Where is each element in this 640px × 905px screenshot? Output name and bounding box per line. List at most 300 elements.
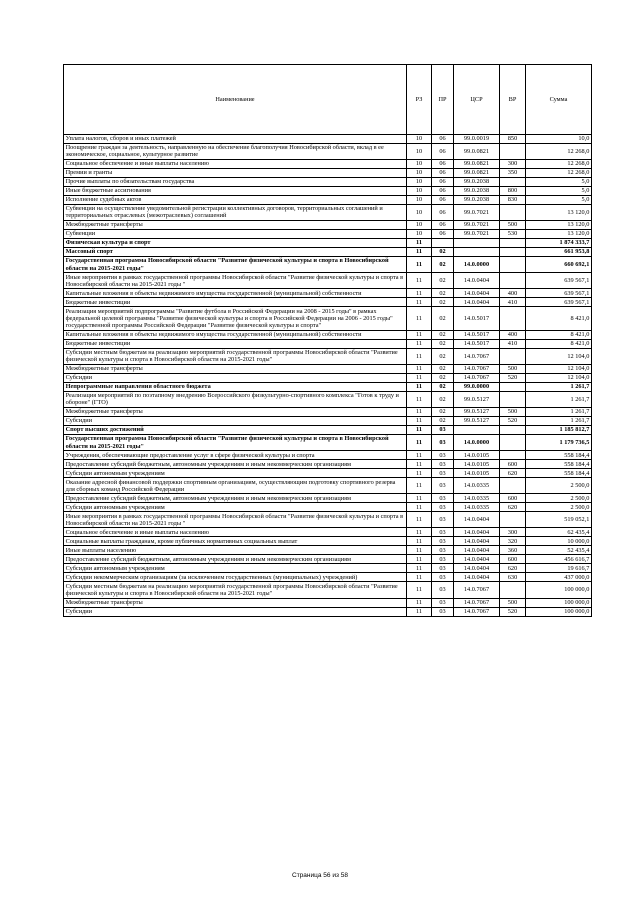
cell-csr: 99.0.0821: [454, 168, 500, 177]
table-row: [64, 348, 592, 364]
cell-pr: 03: [432, 582, 454, 598]
cell-csr: 14.0.7067: [454, 607, 500, 616]
cell-vr: 500: [500, 221, 526, 230]
cell-name: Прочие выплаты по обязательствам государства: [64, 177, 407, 186]
table-row: [64, 451, 592, 460]
cell-name: Субсидии местным бюджетам на реализацию мероприятий государственной программы Новосибирской области "Развитие физической культуры и спорта в Новосибирской области на 2015-2021 годы": [64, 582, 407, 598]
cell-pr: 03: [432, 546, 454, 555]
cell-pr: 06: [432, 143, 454, 159]
cell-vr: 410: [500, 298, 526, 307]
table-row: [64, 512, 592, 528]
cell-csr: 99.0.2038: [454, 177, 500, 186]
cell-vr: 500: [500, 408, 526, 417]
cell-rz: 11: [407, 451, 432, 460]
cell-rz: 10: [407, 230, 432, 239]
cell-sum: 52 435,4: [526, 546, 592, 555]
cell-rz: 11: [407, 239, 432, 248]
cell-sum: 12 268,0: [526, 143, 592, 159]
cell-name: Спорт высших достижений: [64, 426, 407, 435]
cell-pr: 03: [432, 478, 454, 494]
table-row: [64, 239, 592, 248]
cell-pr: 03: [432, 607, 454, 616]
cell-vr: [500, 177, 526, 186]
cell-name: Массовый спорт: [64, 248, 407, 257]
table-row: [64, 564, 592, 573]
cell-rz: 10: [407, 204, 432, 220]
cell-vr: 800: [500, 186, 526, 195]
cell-sum: 2 500,0: [526, 478, 592, 494]
table-row: [64, 186, 592, 195]
cell-name: Учреждения, обеспечивающие предоставление услуг в сфере физической культуры и спорта: [64, 451, 407, 460]
cell-vr: [500, 204, 526, 220]
cell-rz: 10: [407, 221, 432, 230]
cell-name: Иные выплаты населению: [64, 546, 407, 555]
cell-name: Субвенции: [64, 230, 407, 239]
header-sum: Сумма: [526, 65, 592, 135]
cell-sum: 1 874 333,7: [526, 239, 592, 248]
cell-vr: 630: [500, 573, 526, 582]
table-row: [64, 339, 592, 348]
cell-name: Уплата налогов, сборов и иных платежей: [64, 134, 407, 143]
cell-csr: 14.0.7067: [454, 348, 500, 364]
cell-pr: 03: [432, 573, 454, 582]
cell-rz: 11: [407, 460, 432, 469]
cell-csr: 99.0.7021: [454, 230, 500, 239]
cell-pr: 03: [432, 434, 454, 450]
cell-pr: 06: [432, 221, 454, 230]
cell-csr: 14.0.0335: [454, 478, 500, 494]
cell-rz: 11: [407, 417, 432, 426]
cell-csr: 14.0.0404: [454, 573, 500, 582]
cell-name: Субсидии: [64, 607, 407, 616]
cell-csr: 14.0.0335: [454, 503, 500, 512]
cell-rz: 11: [407, 248, 432, 257]
cell-name: Бюджетные инвестиции: [64, 298, 407, 307]
cell-vr: 530: [500, 230, 526, 239]
cell-vr: [500, 273, 526, 289]
cell-name: Реализация мероприятий подпрограммы "Развитие футбола в Российской Федерации на 2008 - 2015 годы" в рамках федеральной целевой программы "Развитие физической культуры и спорта в Российской Федерации на 2006 - 2015 годы" государственной программы Российской Федерации "Развитие физической культуры и спорта": [64, 307, 407, 330]
cell-pr: 06: [432, 204, 454, 220]
cell-name: Субсидии некоммерческим организациям (за исключением государственных (муниципальных) учреждений): [64, 573, 407, 582]
cell-name: Предоставление субсидий бюджетным, автономным учреждениям и иным некоммерческим организациям: [64, 460, 407, 469]
cell-name: Субвенции на осуществление уведомительной регистрации коллективных договоров, территориальных соглашений и территориальных отраслевых (межотраслевых) соглашений: [64, 204, 407, 220]
cell-sum: 100 000,0: [526, 598, 592, 607]
cell-rz: 11: [407, 257, 432, 273]
cell-sum: 12 104,0: [526, 364, 592, 373]
table-row: [64, 273, 592, 289]
cell-sum: 100 000,0: [526, 582, 592, 598]
cell-vr: 300: [500, 528, 526, 537]
cell-name: Исполнение судебных актов: [64, 195, 407, 204]
cell-sum: 437 000,0: [526, 573, 592, 582]
cell-name: Социальное обеспечение и иные выплаты населению: [64, 159, 407, 168]
cell-name: Государственная программа Новосибирской области "Развитие физической культуры и спорта в Новосибирской области на 2015-2021 годы": [64, 434, 407, 450]
cell-rz: 11: [407, 537, 432, 546]
cell-rz: 11: [407, 330, 432, 339]
table-row: [64, 373, 592, 382]
cell-sum: 2 500,0: [526, 494, 592, 503]
cell-pr: 03: [432, 426, 454, 435]
header-pr: ПР: [432, 65, 454, 135]
cell-sum: 639 567,1: [526, 289, 592, 298]
cell-rz: 11: [407, 307, 432, 330]
cell-pr: 02: [432, 330, 454, 339]
cell-pr: 06: [432, 159, 454, 168]
cell-rz: 11: [407, 528, 432, 537]
cell-sum: 639 567,1: [526, 273, 592, 289]
cell-name: Капитальные вложения в объекты недвижимого имущества государственной (муниципальной) собственности: [64, 289, 407, 298]
table-header-row: [64, 65, 592, 135]
cell-csr: 14.0.0404: [454, 537, 500, 546]
cell-name: Иные мероприятия в рамках государственной программы Новосибирской области "Развитие физической культуры и спорта в Новосибирской области на 2015-2021 годы ": [64, 512, 407, 528]
cell-rz: 11: [407, 339, 432, 348]
cell-vr: 400: [500, 330, 526, 339]
cell-csr: 99.0.5127: [454, 417, 500, 426]
cell-name: Премии и гранты: [64, 168, 407, 177]
cell-name: Субсидии автономным учреждениям: [64, 564, 407, 573]
cell-csr: 99.0.7021: [454, 204, 500, 220]
cell-pr: 06: [432, 195, 454, 204]
cell-csr: 14.0.0000: [454, 434, 500, 450]
cell-name: Субсидии местным бюджетам на реализацию мероприятий государственной программы Новосибирской области "Развитие физической культуры и спорта в Новосибирской области на 2015-2021 годы": [64, 348, 407, 364]
cell-pr: 02: [432, 417, 454, 426]
table-row: [64, 546, 592, 555]
cell-name: Социальное обеспечение и иные выплаты населению: [64, 528, 407, 537]
table-row: [64, 582, 592, 598]
cell-rz: 10: [407, 159, 432, 168]
cell-rz: 11: [407, 298, 432, 307]
cell-pr: 02: [432, 298, 454, 307]
cell-rz: 11: [407, 582, 432, 598]
cell-vr: [500, 257, 526, 273]
cell-pr: 03: [432, 503, 454, 512]
cell-vr: [500, 348, 526, 364]
cell-vr: [500, 426, 526, 435]
cell-sum: 8 421,0: [526, 330, 592, 339]
cell-pr: 02: [432, 307, 454, 330]
cell-csr: 14.0.7067: [454, 582, 500, 598]
cell-vr: [500, 382, 526, 391]
cell-name: Иные мероприятия в рамках государственной программы Новосибирской области "Развитие физической культуры и спорта в Новосибирской области на 2015-2021 годы ": [64, 273, 407, 289]
cell-sum: 660 692,1: [526, 257, 592, 273]
cell-name: Межбюджетные трансферты: [64, 221, 407, 230]
cell-pr: 03: [432, 451, 454, 460]
cell-csr: [454, 248, 500, 257]
table-row: [64, 598, 592, 607]
cell-sum: 1 261,7: [526, 391, 592, 407]
cell-rz: 11: [407, 478, 432, 494]
table-row: [64, 460, 592, 469]
cell-vr: 500: [500, 364, 526, 373]
cell-sum: 5,0: [526, 195, 592, 204]
cell-sum: 12 268,0: [526, 168, 592, 177]
cell-sum: 456 616,7: [526, 555, 592, 564]
cell-sum: 1 261,7: [526, 408, 592, 417]
cell-csr: 99.0.5127: [454, 408, 500, 417]
cell-sum: 13 120,0: [526, 204, 592, 220]
cell-vr: 850: [500, 134, 526, 143]
cell-pr: 06: [432, 134, 454, 143]
table-row: [64, 364, 592, 373]
table-row: [64, 408, 592, 417]
cell-sum: 558 184,4: [526, 460, 592, 469]
cell-csr: 99.0.2038: [454, 195, 500, 204]
cell-name: Иные бюджетные ассигнования: [64, 186, 407, 195]
cell-vr: 410: [500, 339, 526, 348]
budget-table: [63, 64, 592, 617]
cell-csr: 14.0.0404: [454, 512, 500, 528]
table-row: [64, 230, 592, 239]
cell-vr: [500, 248, 526, 257]
cell-csr: 99.0.0821: [454, 159, 500, 168]
cell-rz: 11: [407, 348, 432, 364]
cell-sum: 558 184,4: [526, 451, 592, 460]
cell-pr: 02: [432, 373, 454, 382]
cell-csr: 14.0.0105: [454, 460, 500, 469]
cell-vr: 600: [500, 555, 526, 564]
cell-vr: 520: [500, 607, 526, 616]
cell-csr: 14.0.0335: [454, 494, 500, 503]
table-row: [64, 289, 592, 298]
cell-pr: 02: [432, 408, 454, 417]
cell-rz: 11: [407, 607, 432, 616]
table-row: [64, 134, 592, 143]
cell-csr: 14.0.0404: [454, 289, 500, 298]
cell-sum: 1 261,7: [526, 417, 592, 426]
cell-pr: 03: [432, 598, 454, 607]
cell-name: Государственная программа Новосибирской области "Развитие физической культуры и спорта в Новосибирской области на 2015-2021 годы": [64, 257, 407, 273]
cell-csr: 14.0.0404: [454, 564, 500, 573]
cell-csr: 14.0.0404: [454, 555, 500, 564]
cell-rz: 11: [407, 391, 432, 407]
cell-name: Социальные выплаты гражданам, кроме публичных нормативных социальных выплат: [64, 537, 407, 546]
table-row: [64, 168, 592, 177]
cell-csr: 99.0.7021: [454, 221, 500, 230]
cell-rz: 11: [407, 408, 432, 417]
cell-name: Межбюджетные трансферты: [64, 408, 407, 417]
cell-sum: 12 104,0: [526, 348, 592, 364]
cell-vr: 520: [500, 417, 526, 426]
cell-pr: 03: [432, 528, 454, 537]
cell-rz: 11: [407, 382, 432, 391]
cell-pr: 06: [432, 186, 454, 195]
cell-rz: 11: [407, 598, 432, 607]
cell-vr: [500, 434, 526, 450]
table-row: [64, 159, 592, 168]
cell-vr: 400: [500, 289, 526, 298]
cell-csr: 14.0.0404: [454, 528, 500, 537]
cell-sum: 661 953,8: [526, 248, 592, 257]
table-row: [64, 573, 592, 582]
table-row: [64, 143, 592, 159]
cell-csr: 14.0.0404: [454, 546, 500, 555]
cell-rz: 11: [407, 289, 432, 298]
cell-pr: 02: [432, 364, 454, 373]
cell-vr: 520: [500, 373, 526, 382]
cell-name: Субсидии автономным учреждениям: [64, 503, 407, 512]
cell-pr: 06: [432, 177, 454, 186]
cell-rz: 11: [407, 573, 432, 582]
cell-sum: 519 052,1: [526, 512, 592, 528]
cell-name: Оказание адресной финансовой поддержки спортивным организациям, осуществляющим подготовку спортивного резерва для сборных команд Российской Федерации: [64, 478, 407, 494]
cell-vr: [500, 391, 526, 407]
cell-vr: 830: [500, 195, 526, 204]
cell-pr: 06: [432, 230, 454, 239]
cell-sum: 5,0: [526, 177, 592, 186]
table-row: [64, 503, 592, 512]
cell-name: Бюджетные инвестиции: [64, 339, 407, 348]
cell-vr: 350: [500, 168, 526, 177]
cell-rz: 11: [407, 512, 432, 528]
cell-rz: 11: [407, 373, 432, 382]
table-row: [64, 257, 592, 273]
cell-pr: 02: [432, 382, 454, 391]
cell-rz: 11: [407, 494, 432, 503]
cell-name: Реализация мероприятий по поэтапному внедрению Всероссийского физкультурно-спортивного комплекса "Готов к труду и обороне" (ГТО): [64, 391, 407, 407]
table-row: [64, 382, 592, 391]
cell-csr: 99.0.2038: [454, 186, 500, 195]
cell-name: Межбюджетные трансферты: [64, 364, 407, 373]
cell-csr: 99.0.0000: [454, 382, 500, 391]
cell-rz: 11: [407, 555, 432, 564]
cell-sum: 1 179 736,5: [526, 434, 592, 450]
table-row: [64, 248, 592, 257]
header-csr: ЦСР: [454, 65, 500, 135]
cell-rz: 10: [407, 177, 432, 186]
cell-rz: 11: [407, 364, 432, 373]
cell-rz: 11: [407, 426, 432, 435]
cell-sum: 1 185 812,7: [526, 426, 592, 435]
cell-csr: 99.0.5127: [454, 391, 500, 407]
table-row: [64, 528, 592, 537]
table-row: [64, 426, 592, 435]
cell-vr: 620: [500, 469, 526, 478]
cell-csr: 99.0.0019: [454, 134, 500, 143]
cell-vr: 500: [500, 598, 526, 607]
table-row: [64, 417, 592, 426]
cell-name: Непрограммные направления областного бюджета: [64, 382, 407, 391]
cell-sum: 639 567,1: [526, 298, 592, 307]
table-row: [64, 307, 592, 330]
cell-rz: 10: [407, 134, 432, 143]
cell-csr: 99.0.0821: [454, 143, 500, 159]
cell-name: Капитальные вложения в объекты недвижимого имущества государственной (муниципальной) собственности: [64, 330, 407, 339]
cell-csr: [454, 426, 500, 435]
cell-pr: 03: [432, 555, 454, 564]
page-number: Страница 56 из 58: [292, 872, 348, 879]
cell-rz: 10: [407, 195, 432, 204]
cell-vr: [500, 239, 526, 248]
cell-sum: 2 500,0: [526, 503, 592, 512]
cell-name: Межбюджетные трансферты: [64, 598, 407, 607]
cell-vr: [500, 307, 526, 330]
cell-csr: 14.0.7067: [454, 598, 500, 607]
cell-sum: 1 261,7: [526, 382, 592, 391]
cell-sum: 558 184,4: [526, 469, 592, 478]
table-row: [64, 607, 592, 616]
cell-sum: 13 120,0: [526, 230, 592, 239]
table-row: [64, 478, 592, 494]
cell-pr: 03: [432, 564, 454, 573]
cell-sum: 100 000,0: [526, 607, 592, 616]
cell-pr: 02: [432, 257, 454, 273]
cell-sum: 62 435,4: [526, 528, 592, 537]
cell-vr: 620: [500, 503, 526, 512]
cell-pr: 03: [432, 469, 454, 478]
cell-rz: 11: [407, 564, 432, 573]
cell-csr: 14.0.0105: [454, 451, 500, 460]
cell-pr: 03: [432, 512, 454, 528]
cell-vr: [500, 512, 526, 528]
cell-vr: [500, 582, 526, 598]
cell-name: Физическая культура и спорт: [64, 239, 407, 248]
cell-csr: 14.0.5017: [454, 330, 500, 339]
table-row: [64, 204, 592, 220]
cell-pr: 06: [432, 168, 454, 177]
cell-csr: 14.0.5017: [454, 307, 500, 330]
cell-vr: 600: [500, 460, 526, 469]
cell-pr: 02: [432, 339, 454, 348]
cell-sum: 10,0: [526, 134, 592, 143]
cell-sum: 5,0: [526, 186, 592, 195]
cell-rz: 11: [407, 546, 432, 555]
table-row: [64, 298, 592, 307]
table-row: [64, 469, 592, 478]
cell-rz: 11: [407, 503, 432, 512]
cell-rz: 11: [407, 273, 432, 289]
table-row: [64, 434, 592, 450]
cell-pr: 03: [432, 460, 454, 469]
cell-vr: [500, 143, 526, 159]
table-row: [64, 494, 592, 503]
table-row: [64, 330, 592, 339]
cell-csr: 14.0.5017: [454, 339, 500, 348]
cell-name: Предоставление субсидий бюджетным, автономным учреждениям и иным некоммерческим организациям: [64, 555, 407, 564]
cell-pr: 02: [432, 273, 454, 289]
cell-pr: 02: [432, 348, 454, 364]
cell-name: Поощрение граждан за деятельность, направленную на обеспечение благополучия Новосибирской области, вклад в ее экономическое, социальное, культурное развитие: [64, 143, 407, 159]
cell-pr: 02: [432, 289, 454, 298]
cell-vr: 620: [500, 564, 526, 573]
header-rz: РЗ: [407, 65, 432, 135]
table-body: [64, 134, 592, 616]
cell-name: Субсидии автономным учреждениям: [64, 469, 407, 478]
cell-pr: 02: [432, 248, 454, 257]
cell-csr: 14.0.0404: [454, 273, 500, 289]
cell-vr: [500, 451, 526, 460]
header-vr: ВР: [500, 65, 526, 135]
cell-csr: [454, 239, 500, 248]
cell-pr: 03: [432, 494, 454, 503]
cell-rz: 10: [407, 143, 432, 159]
table-row: [64, 555, 592, 564]
cell-sum: 19 616,7: [526, 564, 592, 573]
cell-sum: 10 000,0: [526, 537, 592, 546]
table-row: [64, 537, 592, 546]
cell-pr: 03: [432, 537, 454, 546]
cell-rz: 11: [407, 434, 432, 450]
cell-vr: [500, 478, 526, 494]
cell-sum: 12 104,0: [526, 373, 592, 382]
cell-rz: 11: [407, 469, 432, 478]
cell-vr: 360: [500, 546, 526, 555]
cell-rz: 10: [407, 168, 432, 177]
cell-vr: 320: [500, 537, 526, 546]
cell-rz: 10: [407, 186, 432, 195]
cell-csr: 14.0.7067: [454, 373, 500, 382]
cell-sum: 8 421,0: [526, 307, 592, 330]
cell-csr: 14.0.7067: [454, 364, 500, 373]
